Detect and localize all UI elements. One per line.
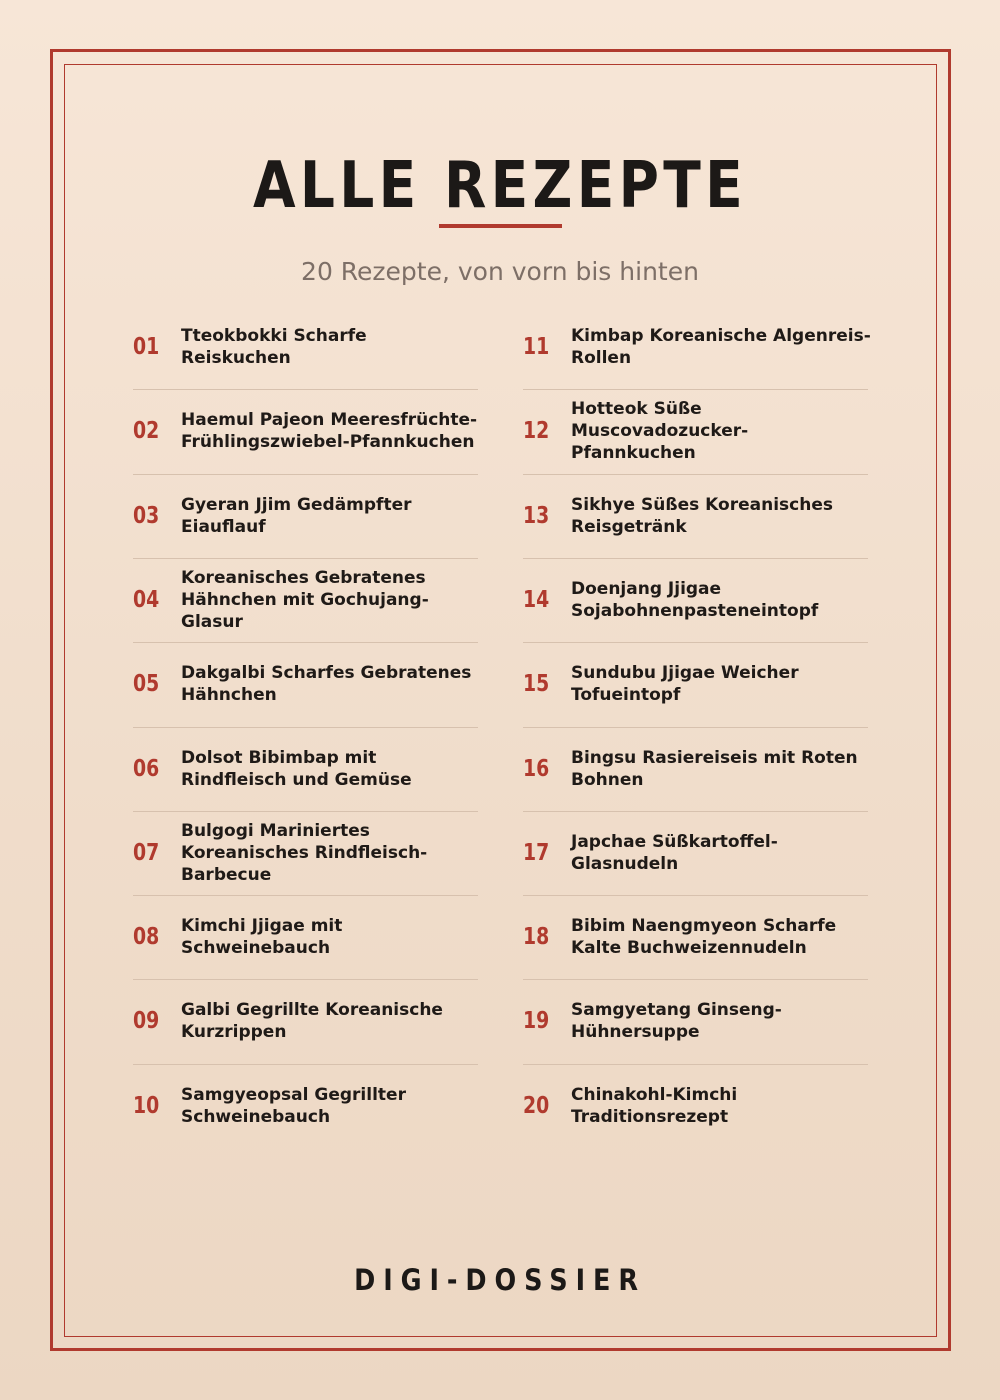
recipe-title: Kimbap Koreanische Algenreis-Rollen xyxy=(571,326,871,368)
recipe-item[interactable] xyxy=(133,979,478,1063)
page-subtitle: 20 Rezepte, von vorn bis hinten xyxy=(301,257,699,286)
recipe-number: 13 xyxy=(523,503,550,529)
recipe-title: Galbi Gegrillte Koreanische Kurzrippen xyxy=(181,1000,443,1042)
page-title: ALLE REZEPTE xyxy=(252,149,748,223)
recipe-number: 15 xyxy=(523,671,550,697)
recipe-title: Haemul Pajeon Meeresfrüchte-Frühlingszwiebel-Pfannkuchen xyxy=(181,410,478,452)
recipe-number: 09 xyxy=(133,1008,160,1034)
recipe-title: Samgyeopsal Gegrillter Schweinebauch xyxy=(181,1085,406,1127)
footer-brand: DIGI-DOSSIER xyxy=(354,1263,646,1297)
recipe-title: Japchae Süßkartoffel-Glasnudeln xyxy=(571,832,778,874)
recipe-title: Bulgogi Mariniertes Koreanisches Rindfleisch-Barbecue xyxy=(181,821,428,885)
recipe-title: Bibim Naengmyeon Scharfe Kalte Buchweizennudeln xyxy=(571,916,837,958)
recipe-title: Gyeran Jjim Gedämpfter Eiauflauf xyxy=(181,495,412,537)
recipe-item[interactable] xyxy=(523,811,868,895)
recipe-item[interactable] xyxy=(523,727,868,811)
recipe-title: Tteokbokki Scharfe Reiskuchen xyxy=(181,326,367,368)
recipe-item[interactable] xyxy=(133,727,478,811)
recipe-title: Hotteok Süße Muscovadozucker-Pfannkuchen xyxy=(571,399,749,463)
recipe-title: Samgyetang Ginseng-Hühnersuppe xyxy=(571,1000,782,1042)
recipe-number: 04 xyxy=(133,587,160,613)
recipe-number: 12 xyxy=(523,418,550,444)
recipe-item[interactable] xyxy=(133,895,478,979)
recipe-number: 16 xyxy=(523,756,550,782)
recipe-item[interactable] xyxy=(133,474,478,558)
recipe-item[interactable] xyxy=(133,642,478,726)
title-underline xyxy=(439,224,562,228)
recipe-item[interactable] xyxy=(133,811,478,895)
recipe-title: Bingsu Rasiereiseis mit Roten Bohnen xyxy=(571,748,858,790)
recipe-item[interactable] xyxy=(523,895,868,979)
recipe-item[interactable] xyxy=(523,1064,868,1148)
recipe-item[interactable] xyxy=(523,642,868,726)
recipe-title: Chinakohl-Kimchi Traditionsrezept xyxy=(571,1085,738,1127)
recipe-item[interactable] xyxy=(523,558,868,642)
recipe-title: Koreanisches Gebratenes Hähnchen mit Gochujang-Glasur xyxy=(181,568,429,632)
recipe-title: Dolsot Bibimbap mit Rindfleisch und Gemüse xyxy=(181,748,412,790)
recipe-number: 01 xyxy=(133,334,160,360)
recipe-number: 02 xyxy=(133,418,160,444)
recipe-number: 03 xyxy=(133,503,160,529)
recipe-title: Kimchi Jjigae mit Schweinebauch xyxy=(181,916,343,958)
recipe-number: 11 xyxy=(523,334,550,360)
recipe-item[interactable] xyxy=(523,389,868,473)
recipe-item[interactable] xyxy=(523,474,868,558)
recipe-number: 20 xyxy=(523,1093,550,1119)
recipe-item[interactable] xyxy=(523,305,871,389)
recipe-item[interactable] xyxy=(523,979,868,1063)
recipe-number: 07 xyxy=(133,840,160,866)
recipe-item[interactable] xyxy=(133,1064,478,1148)
recipe-number: 14 xyxy=(523,587,550,613)
recipe-item[interactable] xyxy=(133,389,478,473)
recipe-number: 19 xyxy=(523,1008,550,1034)
recipe-number: 06 xyxy=(133,756,160,782)
recipe-number: 17 xyxy=(523,840,550,866)
recipe-item[interactable] xyxy=(133,558,478,642)
recipe-title: Sundubu Jjigae Weicher Tofueintopf xyxy=(571,663,799,705)
recipe-number: 10 xyxy=(133,1093,160,1119)
recipe-number: 08 xyxy=(133,924,160,950)
recipe-item[interactable] xyxy=(133,305,478,389)
recipe-title: Dakgalbi Scharfes Gebratenes Hähnchen xyxy=(181,663,472,705)
recipe-number: 18 xyxy=(523,924,550,950)
recipe-title: Sikhye Süßes Koreanisches Reisgetränk xyxy=(571,495,833,537)
recipe-number: 05 xyxy=(133,671,160,697)
recipe-title: Doenjang Jjigae Sojabohnenpasteneintopf xyxy=(571,579,819,621)
